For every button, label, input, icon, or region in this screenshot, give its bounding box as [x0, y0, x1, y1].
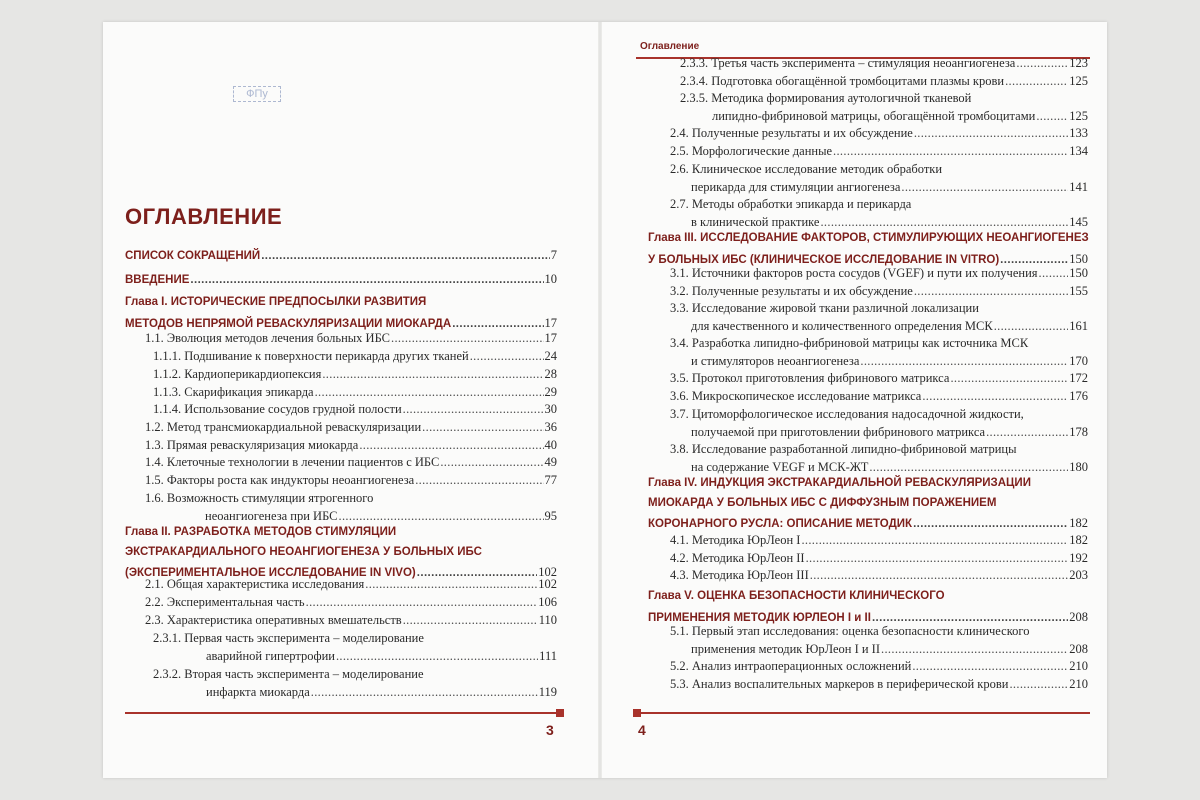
left-toc-entry-heading-line: 2.3.1. Первая часть эксперимента – моделирование [153, 631, 424, 645]
left-toc-entry[interactable] [153, 367, 557, 382]
toc-entry-page: 125 [1069, 74, 1088, 88]
left-toc-entry-heading-line: 1.6. Возможность стимуляции ятрогенного [145, 491, 374, 505]
toc-entry-page: 134 [1069, 144, 1088, 158]
toc-entry-page: 182 [1069, 516, 1088, 530]
right-toc-entry[interactable] [670, 659, 1088, 674]
toc-leader-dots [1016, 56, 1068, 71]
left-toc-entry[interactable] [145, 420, 557, 435]
toc-entry-title: 2.5. Морфологические данные [670, 144, 833, 158]
right-toc-entry-heading-line: 3.4. Разработка липидно-фибриновой матрицы как источника МСК [670, 336, 1029, 350]
toc-leader-dots [365, 577, 537, 592]
right-toc-entry[interactable] [670, 371, 1088, 386]
toc-leader-dots [403, 402, 544, 417]
toc-leader-dots [922, 389, 1068, 404]
right-toc-entry[interactable] [691, 642, 1088, 657]
right-toc-entry[interactable] [670, 551, 1088, 566]
toc-entry-page: 150 [1069, 251, 1088, 266]
left-toc-entry[interactable] [153, 402, 557, 417]
toc-leader-dots [806, 551, 1069, 566]
toc-entry-title: 1.5. Факторы роста как индукторы неоангиогенеза [145, 473, 415, 487]
right-toc-entry-heading-line: Глава V. ОЦЕНКА БЕЗОПАСНОСТИ КЛИНИЧЕСКОГО [648, 590, 945, 602]
footer-rule-left [125, 712, 561, 714]
toc-leader-dots [1036, 109, 1068, 124]
toc-leader-dots [391, 331, 543, 346]
toc-entry-title: 1.4. Клеточные технологии в лечении пациентов с ИБС [145, 455, 440, 469]
left-toc-entry[interactable] [206, 649, 557, 664]
toc-entry-page: 210 [1069, 677, 1088, 691]
toc-leader-dots [810, 568, 1068, 583]
left-toc-entry[interactable] [125, 248, 557, 263]
left-toc-entry[interactable] [145, 577, 557, 592]
toc-entry-title: в клинической практике [691, 214, 820, 229]
toc-entry-title: (ЭКСПЕРИМЕНТАЛЬНОЕ ИССЛЕДОВАНИЕ IN VIVO) [125, 567, 416, 579]
right-toc-entry[interactable] [691, 425, 1088, 440]
right-toc-entry[interactable] [670, 568, 1088, 583]
toc-entry-title: 1.1.1. Подшивание к поверхности перикарда других тканей [153, 349, 469, 363]
left-toc-entry[interactable] [145, 595, 557, 610]
toc-entry-page: 110 [538, 613, 557, 627]
toc-leader-dots [190, 274, 543, 286]
toc-leader-dots [914, 126, 1068, 141]
right-toc-entry[interactable] [670, 266, 1088, 281]
toc-entry-title: аварийной гипертрофии [206, 648, 335, 663]
toc-entry-title: 4.3. Методика ЮрЛеон III [670, 568, 809, 582]
toc-entry-page: 29 [544, 385, 557, 399]
toc-entry-page: 170 [1069, 353, 1088, 368]
page-number-right: 4 [638, 722, 646, 738]
right-toc-entry[interactable] [670, 533, 1088, 548]
toc-entry-page: 30 [544, 402, 557, 416]
left-toc-entry[interactable] [145, 455, 557, 470]
right-toc-entry-heading-line: 3.7. Цитоморфологическое исследования надосадочной жидкости, [670, 407, 1024, 421]
toc-entry-title: и стимуляторов неоангиогенеза [691, 353, 860, 368]
toc-entry-page: 178 [1069, 424, 1088, 439]
toc-leader-dots [881, 642, 1068, 657]
toc-leader-dots [306, 595, 538, 610]
toc-entry-title: инфаркта миокарда [206, 684, 310, 699]
toc-entry-title: СПИСОК СОКРАЩЕНИЙ [125, 250, 261, 262]
right-toc-entry[interactable] [712, 109, 1088, 124]
toc-entry-title: 1.1. Эволюция методов лечения больных ИБС [145, 331, 391, 345]
toc-entry-page: 28 [544, 367, 557, 381]
toc-leader-dots [833, 144, 1068, 159]
toc-entry-title: 1.1.4. Использование сосудов грудной полости [153, 402, 402, 416]
toc-entry-page: 17 [544, 331, 557, 345]
toc-leader-dots [901, 180, 1068, 195]
toc-entry-title: 5.2. Анализ интраоперационных осложнений [670, 659, 912, 673]
right-toc-entry[interactable] [648, 252, 1088, 267]
toc-leader-dots [336, 649, 538, 664]
toc-entry-title: для качественного и количественного определения МСК [691, 318, 993, 333]
toc-leader-dots [869, 460, 1068, 475]
left-toc-entry[interactable] [205, 509, 557, 524]
toc-entry-title: МЕТОДОВ НЕПРЯМОЙ РЕВАСКУЛЯРИЗАЦИИ МИОКАРДА [125, 317, 452, 330]
toc-entry-page: 155 [1069, 284, 1088, 298]
toc-entry-title: 2.3.3. Третья часть эксперимента – стимуляция неоангиогенеза [680, 56, 1016, 70]
right-toc-entry[interactable] [691, 354, 1088, 369]
toc-entry-page: 49 [544, 455, 557, 469]
toc-leader-dots [1005, 74, 1068, 89]
toc-entry-page: 10 [544, 272, 557, 286]
toc-entry-title: применения методик ЮрЛеон I и II [691, 641, 881, 656]
toc-entry-page: 141 [1069, 179, 1088, 194]
right-toc-entry[interactable] [691, 180, 1088, 195]
toc-entry-page: 203 [1069, 568, 1088, 582]
right-toc-entry-heading-line: 3.3. Исследование жировой ткани различной локализации [670, 301, 979, 315]
left-toc-entry[interactable] [153, 349, 557, 364]
toc-entry-page: 208 [1069, 641, 1088, 656]
toc-entry-title: 4.2. Методика ЮрЛеон II [670, 551, 805, 565]
left-toc-entry[interactable] [145, 438, 557, 453]
left-toc-entry[interactable] [125, 272, 557, 287]
toc-leader-dots [422, 420, 543, 435]
toc-entry-page: 102 [538, 577, 557, 591]
toc-entry-title: 2.4. Полученные результаты и их обсуждение [670, 126, 913, 140]
right-toc-entry[interactable] [680, 74, 1088, 89]
toc-leader-dots [415, 473, 543, 488]
right-toc-entry-heading-line: 2.7. Методы обработки эпикарда и перикарда [670, 197, 912, 211]
toc-entry-title: 2.3.4. Подготовка обогащённой тромбоцитами плазмы крови [680, 74, 1005, 88]
toc-entry-title: перикарда для стимуляции ангиогенеза [691, 179, 901, 194]
left-toc-entry[interactable] [145, 331, 557, 346]
toc-leader-dots [440, 455, 543, 470]
footer-rule-right [636, 712, 1090, 714]
right-toc-entry-heading-line: Глава IV. ИНДУКЦИЯ ЭКСТРАКАРДИАЛЬНОЙ РЕВАСКУЛЯРИЗАЦИИ [648, 477, 1031, 489]
right-toc-entry[interactable] [670, 677, 1088, 692]
toc-leader-dots [1009, 677, 1068, 692]
page-number-left: 3 [546, 722, 554, 738]
toc-leader-dots [470, 349, 544, 364]
toc-leader-dots [261, 250, 550, 262]
toc-entry-page: 40 [544, 438, 557, 452]
toc-leader-dots [872, 612, 1068, 624]
left-toc-entry[interactable] [125, 316, 557, 331]
toc-entry-title: 4.1. Методика ЮрЛеон I [670, 533, 801, 547]
book-gutter [598, 22, 602, 778]
toc-leader-dots [311, 685, 538, 700]
toc-entry-title: 2.3. Характеристика оперативных вмешательств [145, 613, 402, 627]
toc-entry-page: 7 [550, 248, 557, 262]
toc-leader-dots [339, 509, 544, 524]
toc-leader-dots [950, 371, 1068, 386]
right-toc-entry[interactable] [670, 389, 1088, 404]
toc-entry-page: 125 [1069, 108, 1088, 123]
right-toc-entry[interactable] [691, 460, 1088, 475]
toc-entry-page: 17 [544, 315, 557, 330]
toc-entry-page: 161 [1069, 318, 1088, 333]
right-toc-entry-heading-line: 2.6. Клиническое исследование методик обработки [670, 162, 943, 176]
toc-entry-page: 182 [1069, 533, 1088, 547]
toc-entry-page: 180 [1069, 459, 1088, 474]
toc-entry-title: 5.3. Анализ воспалительных маркеров в периферической крови [670, 677, 1009, 691]
right-toc-entry[interactable] [691, 319, 1088, 334]
right-toc-entry[interactable] [648, 610, 1088, 625]
toc-entry-page: 95 [544, 508, 557, 523]
left-toc-entry-heading-line: ЭКСТРАКАРДИАЛЬНОГО НЕОАНГИОГЕНЕЗА У БОЛЬНЫХ ИБС [125, 545, 482, 558]
toc-entry-title: липидно-фибриновой матрицы, обогащённой тромбоцитами [712, 108, 1036, 123]
toc-entry-page: 77 [544, 473, 557, 487]
toc-entry-title: 3.6. Микроскопическое исследование матрикса [670, 389, 922, 403]
toc-entry-title: получаемой при приготовлении фибринового матрикса [691, 424, 986, 439]
toc-entry-title: ВВЕДЕНИЕ [125, 274, 190, 286]
toc-entry-page: 36 [544, 420, 557, 434]
toc-leader-dots [913, 518, 1068, 530]
toc-leader-dots [322, 367, 543, 382]
right-toc-entry-heading-line: МИОКАРДА У БОЛЬНЫХ ИБС С ДИФФУЗНЫМ ПОРАЖЕНИЕМ [648, 496, 997, 509]
left-toc-entry[interactable] [153, 385, 557, 400]
left-toc-entry-heading-line: Глава II. РАЗРАБОТКА МЕТОДОВ СТИМУЛЯЦИИ [125, 526, 397, 538]
toc-entry-page: 150 [1069, 266, 1088, 280]
right-toc-entry[interactable] [670, 284, 1088, 299]
toc-leader-dots [801, 533, 1068, 548]
toc-entry-title: на содержание VEGF и МСК-ЖТ [691, 459, 869, 474]
left-toc-entry[interactable] [145, 473, 557, 488]
right-toc-entry-heading-line: Глава III. ИССЛЕДОВАНИЕ ФАКТОРОВ, СТИМУЛИРУЮЩИХ НЕОАНГИОГЕНЕЗ [648, 232, 1089, 244]
left-toc-entry[interactable] [206, 685, 557, 700]
toc-leader-dots [860, 354, 1068, 369]
left-toc-entry-heading-line: 2.3.2. Вторая часть эксперимента – моделирование [153, 667, 424, 681]
toc-entry-title: 3.2. Полученные результаты и их обсуждение [670, 284, 913, 298]
toc-leader-dots [1000, 254, 1068, 266]
toc-entry-page: 106 [538, 595, 557, 609]
toc-leader-dots [912, 659, 1068, 674]
toc-leader-dots [315, 385, 544, 400]
toc-leader-dots [820, 215, 1068, 230]
toc-entry-page: 24 [544, 349, 557, 363]
right-toc-entry[interactable] [670, 144, 1088, 159]
toc-entry-title: 1.1.2. Кардиоперикардиопексия [153, 367, 322, 381]
right-toc-entry[interactable] [680, 56, 1088, 71]
page-title: ОГЛАВЛЕНИЕ [125, 204, 283, 229]
left-toc-entry[interactable] [145, 613, 557, 628]
toc-leader-dots [1039, 266, 1069, 281]
right-toc-entry-heading-line: 2.3.5. Методика формирования аутологичной тканевой [680, 91, 972, 105]
toc-entry-page: 172 [1069, 371, 1088, 385]
toc-entry-title: ПРИМЕНЕНИЯ МЕТОДИК ЮРЛЕОН I и II [648, 611, 871, 624]
toc-entry-page: 210 [1069, 659, 1088, 673]
toc-entry-page: 133 [1069, 126, 1088, 140]
toc-entry-title: 1.1.3. Скарификация эпикарда [153, 385, 314, 399]
toc-entry-page: 123 [1069, 56, 1088, 70]
toc-entry-title: 3.5. Протокол приготовления фибринового матрикса [670, 371, 950, 385]
toc-entry-page: 102 [538, 565, 557, 579]
right-toc-entry[interactable] [691, 215, 1088, 230]
toc-entry-title: 1.3. Прямая реваскуляризация миокарда [145, 438, 359, 452]
toc-entry-page: 176 [1069, 389, 1088, 403]
library-stamp: ФПу [233, 86, 281, 102]
right-toc-entry-heading-line: 3.8. Исследование разработанной липидно-фибриновой матрицы [670, 442, 1017, 456]
toc-leader-dots [994, 319, 1069, 334]
toc-entry-title: неоангиогенеза при ИБС [205, 508, 338, 523]
right-toc-entry[interactable] [670, 126, 1088, 141]
toc-entry-title: КОРОНАРНОГО РУСЛА: ОПИСАНИЕ МЕТОДИК [648, 518, 913, 530]
toc-entry-page: 119 [538, 684, 557, 699]
toc-leader-dots [914, 284, 1068, 299]
toc-leader-dots [986, 425, 1068, 440]
toc-entry-title: 2.2. Экспериментальная часть [145, 595, 305, 609]
toc-entry-page: 145 [1069, 214, 1088, 229]
toc-leader-dots [359, 438, 543, 453]
toc-entry-page: 111 [539, 648, 557, 663]
toc-entry-title: 1.2. Метод трансмиокардиальной реваскуляризации [145, 420, 422, 434]
toc-entry-page: 192 [1069, 551, 1088, 565]
right-toc-entry-heading-line: 5.1. Первый этап исследования: оценка безопасности клинического [670, 624, 1030, 638]
toc-leader-dots [403, 613, 538, 628]
toc-entry-page: 208 [1069, 609, 1088, 624]
toc-entry-title: У БОЛЬНЫХ ИБС (КЛИНИЧЕСКОЕ ИССЛЕДОВАНИЕ IN VITRO) [648, 253, 1000, 266]
toc-entry-title: 2.1. Общая характеристика исследования [145, 577, 365, 591]
left-toc-entry-heading-line: Глава I. ИСТОРИЧЕСКИЕ ПРЕДПОСЫЛКИ РАЗВИТИЯ [125, 296, 427, 308]
running-head: Оглавление [640, 41, 700, 52]
toc-leader-dots [452, 318, 543, 330]
toc-entry-title: 3.1. Источники факторов роста сосудов (VGEF) и пути их получения [670, 266, 1038, 280]
right-toc-entry[interactable] [648, 516, 1088, 531]
